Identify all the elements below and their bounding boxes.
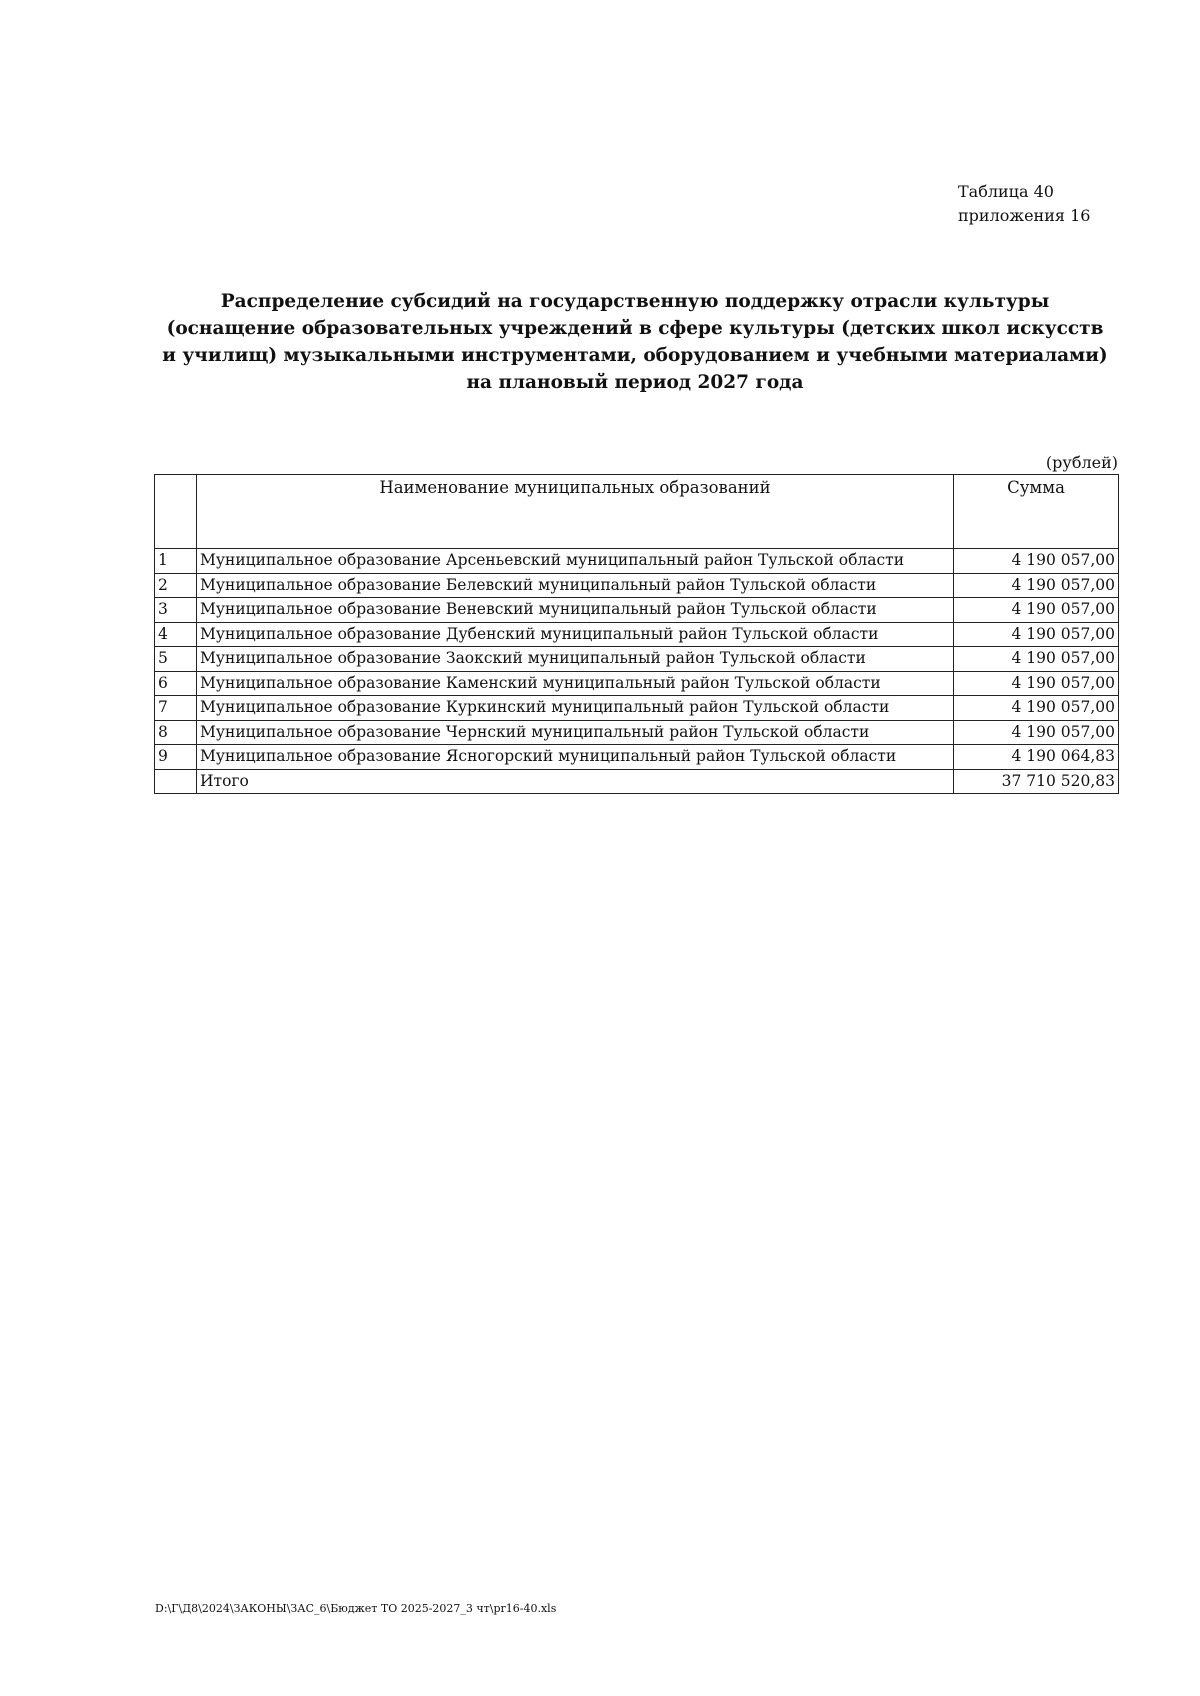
row-name: Муниципальное образование Каменский муниципальный район Тульской области — [197, 671, 954, 696]
table-row — [155, 696, 1119, 721]
row-name: Муниципальное образование Чернский муниципальный район Тульской области — [197, 720, 954, 745]
units-label: (рублей) — [1045, 453, 1118, 472]
table-reference — [958, 180, 1090, 228]
table-row — [155, 549, 1119, 574]
total-number — [155, 769, 197, 794]
row-sum: 4 190 064,83 — [954, 745, 1119, 770]
table-row — [155, 720, 1119, 745]
header-sum: Сумма — [954, 475, 1119, 549]
table-number-label: Таблица 40 — [958, 182, 1054, 201]
row-number: 8 — [155, 720, 197, 745]
file-path-footer: D:\Г\Д8\2024\ЗАКОНЫ\ЗАС_6\Бюджет ТО 2025-2027_3 чт\pr16-40.xls — [155, 1602, 557, 1615]
row-name: Муниципальное образование Веневский муниципальный район Тульской области — [197, 598, 954, 623]
row-number: 6 — [155, 671, 197, 696]
row-name: Муниципальное образование Заокский муниципальный район Тульской области — [197, 647, 954, 672]
row-sum: 4 190 057,00 — [954, 598, 1119, 623]
table-row — [155, 647, 1119, 672]
row-sum: 4 190 057,00 — [954, 671, 1119, 696]
row-number: 1 — [155, 549, 197, 574]
row-number: 9 — [155, 745, 197, 770]
row-name: Муниципальное образование Дубенский муниципальный район Тульской области — [197, 622, 954, 647]
row-sum: 4 190 057,00 — [954, 696, 1119, 721]
total-row — [155, 769, 1119, 794]
table-row — [155, 598, 1119, 623]
row-number: 3 — [155, 598, 197, 623]
row-name: Муниципальное образование Ясногорский муниципальный район Тульской области — [197, 745, 954, 770]
header-number — [155, 475, 197, 549]
row-sum: 4 190 057,00 — [954, 622, 1119, 647]
total-label: Итого — [197, 769, 954, 794]
header-name: Наименование муниципальных образований — [197, 475, 954, 549]
table-row — [155, 622, 1119, 647]
table-header-row — [155, 475, 1119, 549]
document-title: Распределение субсидий на государственную поддержку отрасли культуры (оснащение образовательных учреждений в сфере культуры (детских школ искусств и училищ) музыкальными инструментами, оборудованием и учебными материалами) на плановый период 2027 года — [162, 291, 1108, 393]
row-name: Муниципальное образование Белевский муниципальный район Тульской области — [197, 573, 954, 598]
table-row — [155, 573, 1119, 598]
total-sum: 37 710 520,83 — [954, 769, 1119, 794]
row-number: 4 — [155, 622, 197, 647]
row-number: 2 — [155, 573, 197, 598]
subsidies-table — [154, 474, 1119, 794]
row-name: Муниципальное образование Куркинский муниципальный район Тульской области — [197, 696, 954, 721]
row-number: 5 — [155, 647, 197, 672]
row-sum: 4 190 057,00 — [954, 720, 1119, 745]
table-row — [155, 745, 1119, 770]
row-number: 7 — [155, 696, 197, 721]
row-sum: 4 190 057,00 — [954, 573, 1119, 598]
table-row — [155, 671, 1119, 696]
row-sum: 4 190 057,00 — [954, 647, 1119, 672]
row-sum: 4 190 057,00 — [954, 549, 1119, 574]
appendix-label: приложения 16 — [958, 206, 1091, 225]
row-name: Муниципальное образование Арсеньевский муниципальный район Тульской области — [197, 549, 954, 574]
